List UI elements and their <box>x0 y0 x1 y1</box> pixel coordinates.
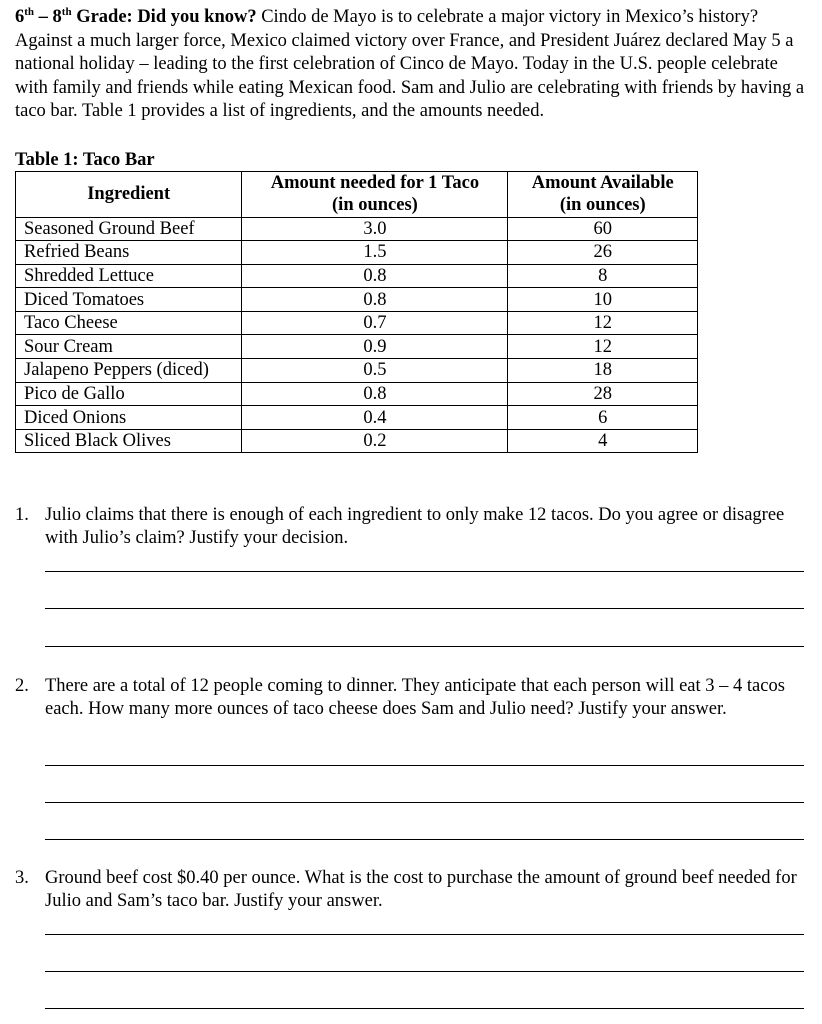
ingredient-cell: Pico de Gallo <box>16 382 242 406</box>
worksheet-page <box>15 5 805 911</box>
table-row <box>16 406 698 430</box>
amount-needed-cell: 0.8 <box>242 382 508 406</box>
amount-needed-cell: 0.7 <box>242 311 508 335</box>
amount-needed-cell: 0.9 <box>242 335 508 359</box>
answer-line[interactable] <box>45 802 804 803</box>
grade-separator: – 8 <box>34 7 62 27</box>
grade-end-suffix: th <box>61 5 72 18</box>
intro-text: Cindo de Mayo is to celebrate a major victory in Mexico’s history? Against a much larger force, Mexico claimed victory over France, and President Juárez declared May 5 a national holiday – leading to the first celebration of Cinco de Mayo. Today in the U.S. people celebrate with family and friends while eating Mexican food. Sam and Julio are celebrating with friends by having a taco bar. Table 1 provides a list of ingredients, and the amounts needed. <box>15 7 805 121</box>
amount-available-cell: 12 <box>508 335 698 359</box>
ingredient-cell: Refried Beans <box>16 241 242 265</box>
amount-available-cell: 28 <box>508 382 698 406</box>
header-amount-available: Amount Available (in ounces) <box>508 171 698 217</box>
question-number: 3. <box>15 868 29 888</box>
table-row <box>16 311 698 335</box>
amount-needed-cell: 0.4 <box>242 406 508 430</box>
question-text: Julio claims that there is enough of each ingredient to only make 12 tacos. Do you agree or disagree with Julio’s claim? Justify your decision. <box>45 505 785 548</box>
table-row <box>16 359 698 383</box>
amount-needed-cell: 0.8 <box>242 264 508 288</box>
question-number: 1. <box>15 505 29 525</box>
amount-needed-cell: 0.8 <box>242 288 508 312</box>
table-row <box>16 264 698 288</box>
answer-line[interactable] <box>45 765 804 766</box>
amount-available-cell: 10 <box>508 288 698 312</box>
ingredient-cell: Sour Cream <box>16 335 242 359</box>
amount-needed-cell: 1.5 <box>242 241 508 265</box>
table-row <box>16 382 698 406</box>
table-row <box>16 288 698 312</box>
question-1 <box>15 504 805 550</box>
table-row <box>16 335 698 359</box>
ingredient-cell: Jalapeno Peppers (diced) <box>16 359 242 383</box>
answer-line[interactable] <box>45 934 804 935</box>
answer-line[interactable] <box>45 608 804 609</box>
answer-line[interactable] <box>45 839 804 840</box>
ingredient-cell: Shredded Lettuce <box>16 264 242 288</box>
table-row <box>16 429 698 453</box>
amount-available-cell: 6 <box>508 406 698 430</box>
question-3 <box>15 867 805 913</box>
intro-paragraph <box>15 6 805 124</box>
question-text: Ground beef cost $0.40 per ounce. What is the cost to purchase the amount of ground beef needed for Julio and Sam’s taco bar. Justify your answer. <box>45 868 797 911</box>
answer-line[interactable] <box>45 571 804 572</box>
question-2 <box>15 675 805 721</box>
answer-line[interactable] <box>45 971 804 972</box>
header-amount-needed: Amount needed for 1 Taco (in ounces) <box>242 171 508 217</box>
table-row <box>16 241 698 265</box>
amount-available-cell: 18 <box>508 359 698 383</box>
amount-available-cell: 4 <box>508 429 698 453</box>
amount-needed-cell: 0.2 <box>242 429 508 453</box>
ingredient-cell: Taco Cheese <box>16 311 242 335</box>
header-ingredient: Ingredient <box>16 171 242 217</box>
ingredient-cell: Diced Tomatoes <box>16 288 242 312</box>
amount-available-cell: 12 <box>508 311 698 335</box>
answer-line[interactable] <box>45 646 804 647</box>
grade-start: 6 <box>15 7 25 27</box>
answer-line[interactable] <box>45 1008 804 1009</box>
amount-available-cell: 8 <box>508 264 698 288</box>
heading-question: Grade: Did you know? <box>71 7 257 27</box>
amount-available-cell: 60 <box>508 217 698 241</box>
table-header-row <box>16 171 698 217</box>
amount-available-cell: 26 <box>508 241 698 265</box>
amount-needed-cell: 0.5 <box>242 359 508 383</box>
ingredient-cell: Seasoned Ground Beef <box>16 217 242 241</box>
question-number: 2. <box>15 676 29 696</box>
taco-bar-table <box>15 171 698 454</box>
table-row <box>16 217 698 241</box>
ingredient-cell: Sliced Black Olives <box>16 429 242 453</box>
table-title: Table 1: Taco Bar <box>15 149 155 170</box>
amount-needed-cell: 3.0 <box>242 217 508 241</box>
intro-heading <box>15 7 257 27</box>
ingredient-cell: Diced Onions <box>16 406 242 430</box>
question-text: There are a total of 12 people coming to dinner. They anticipate that each person will eat 3 – 4 tacos each. How many more ounces of taco cheese does Sam and Julio need? Justify your answer. <box>45 676 785 719</box>
grade-start-suffix: th <box>24 5 35 18</box>
